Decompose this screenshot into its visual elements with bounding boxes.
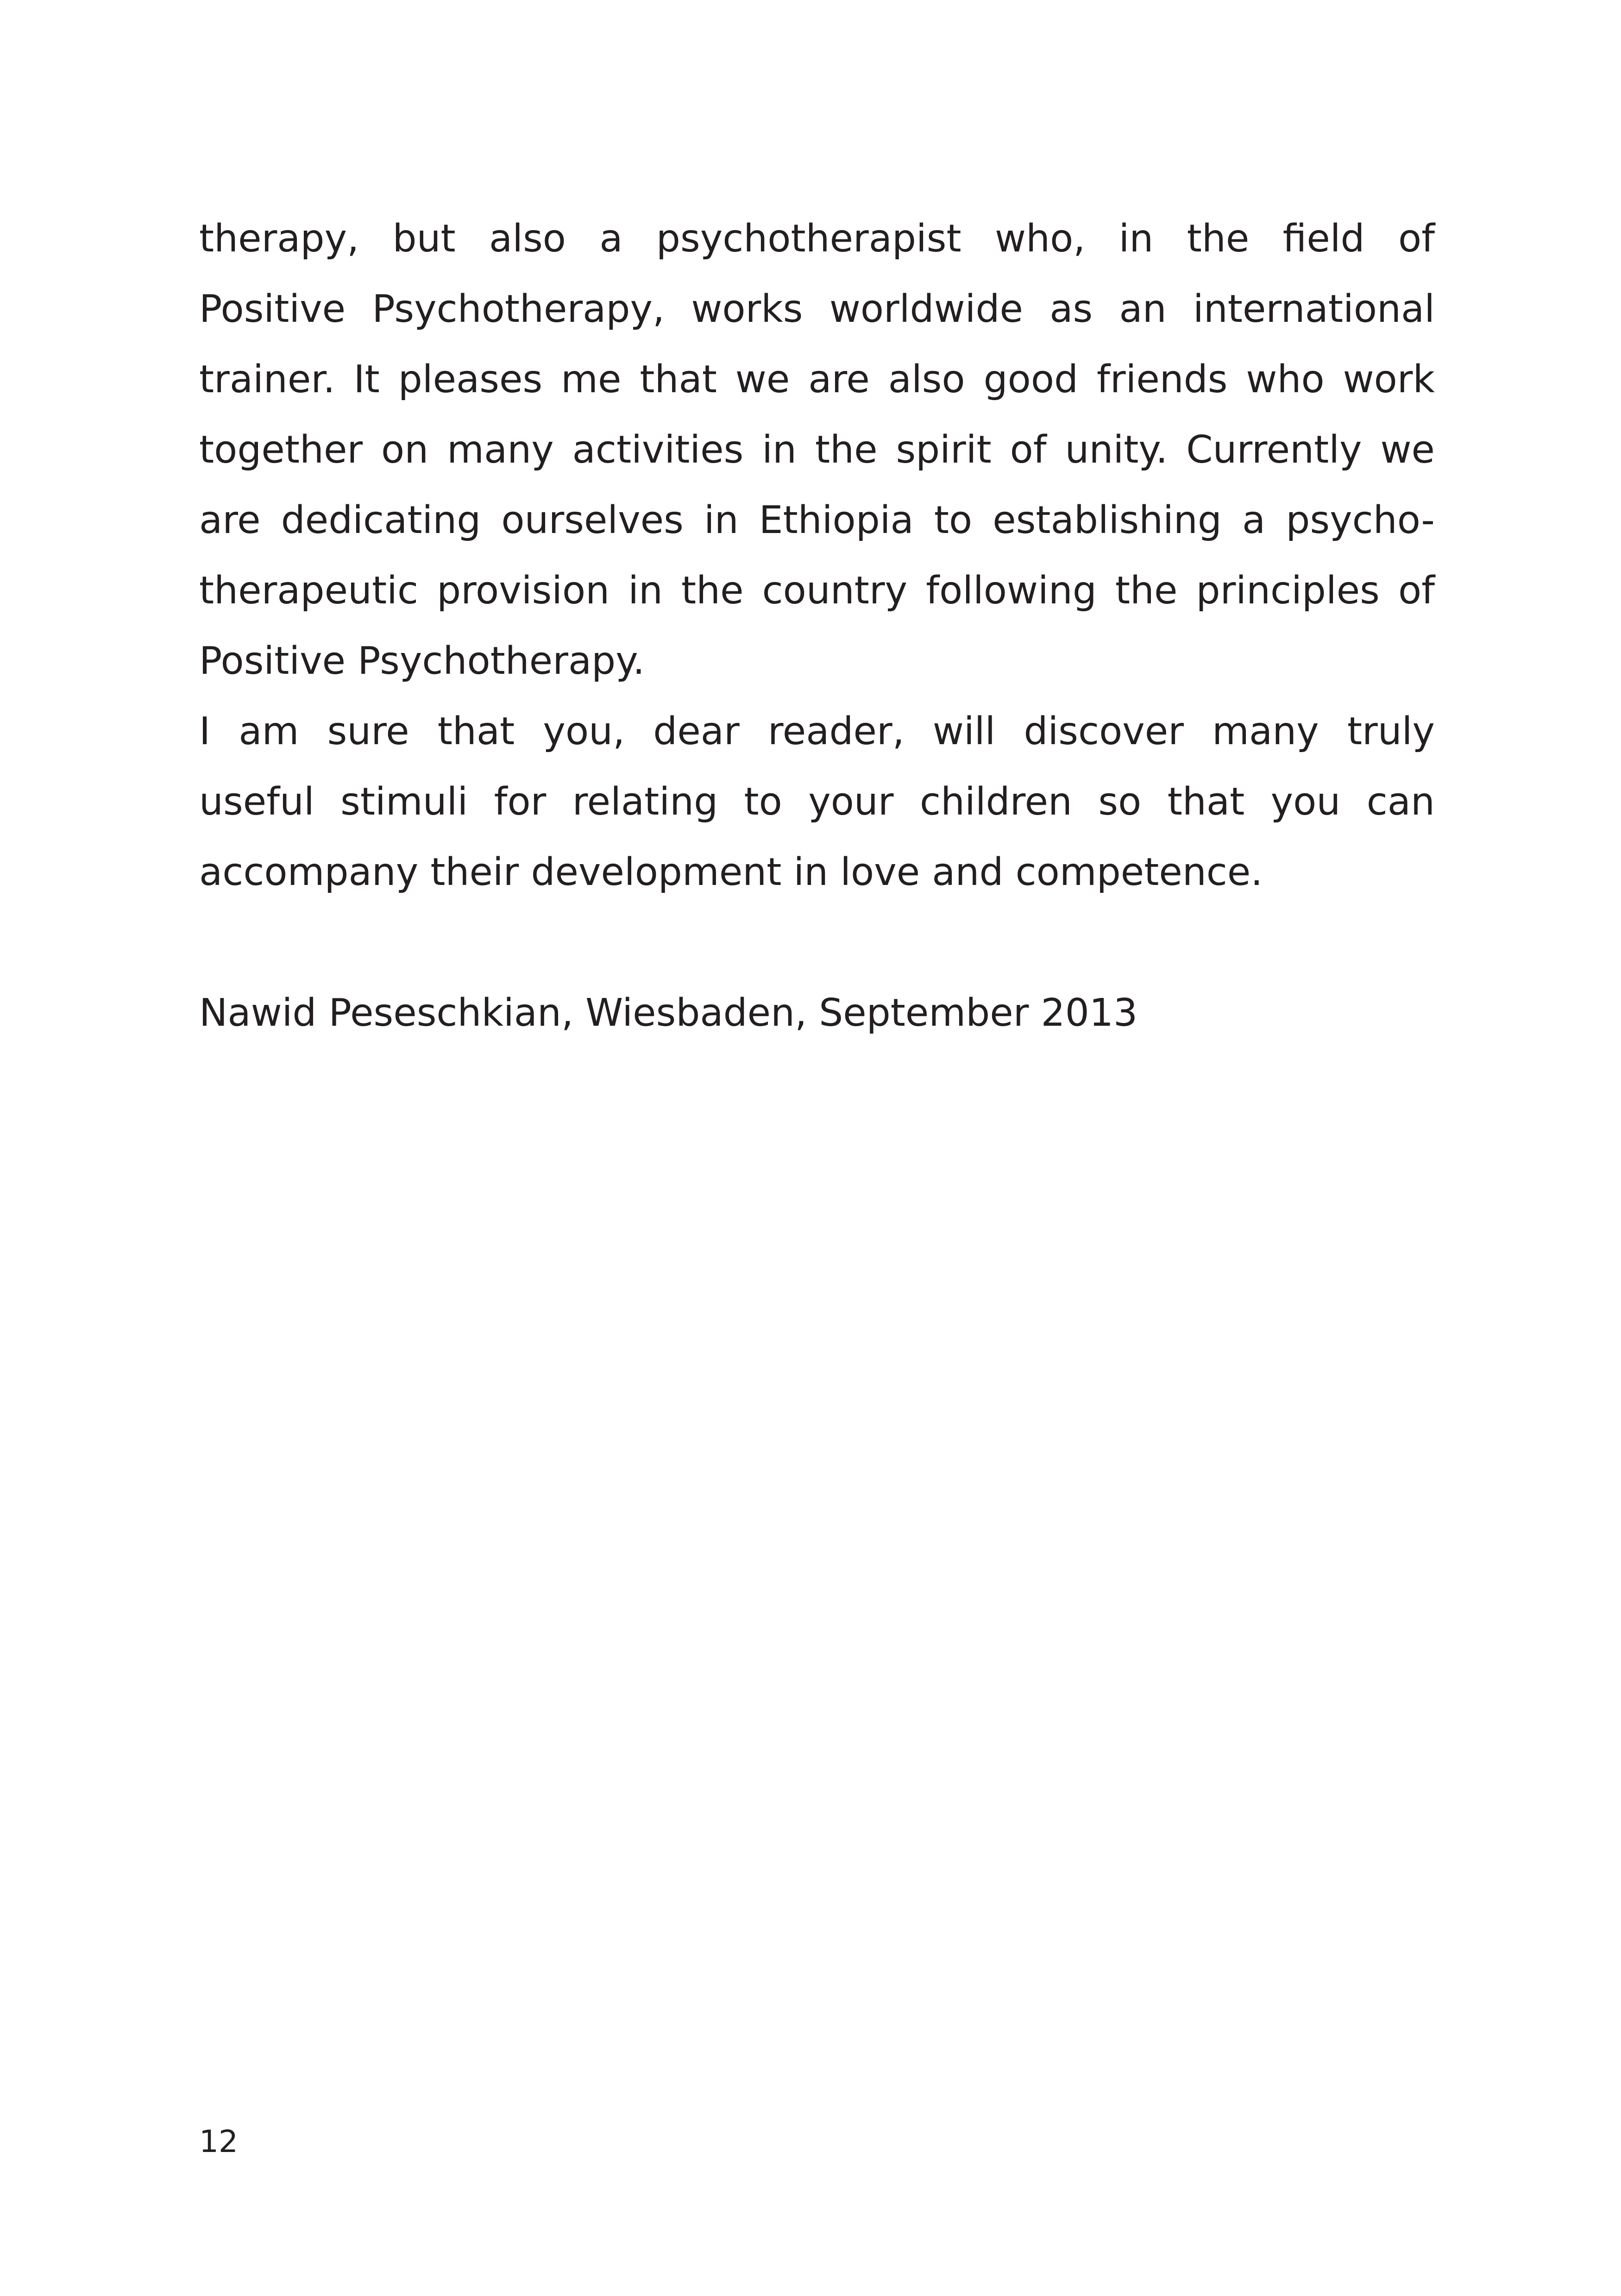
page-number: 12 <box>199 2124 238 2159</box>
body-line: together on many activities in the spirit of unity. Currently we <box>199 428 1435 472</box>
body-line: I am sure that you, dear reader, will discover many truly <box>199 709 1435 753</box>
body-line: trainer. It pleases me that we are also good friends who work <box>199 358 1435 401</box>
body-line: are dedicating ourselves in Ethiopia to establishing a psycho- <box>199 498 1435 542</box>
body-line: therapeutic provision in the country following the principles of <box>199 569 1435 613</box>
paragraph-gap <box>199 908 1435 978</box>
body-line: accompany their development in love and competence. <box>199 850 1263 894</box>
body-line: useful stimuli for relating to your children so that you can <box>199 780 1435 824</box>
body-line: therapy, but also a psychotherapist who, in the field of <box>199 217 1435 261</box>
body-text <box>199 204 1435 1048</box>
body-line: Positive Psychotherapy. <box>199 639 645 683</box>
body-line: Positive Psychotherapy, works worldwide as an international <box>199 287 1435 331</box>
signature-line: Nawid Peseschkian, Wiesbaden, September 2013 <box>199 991 1138 1035</box>
